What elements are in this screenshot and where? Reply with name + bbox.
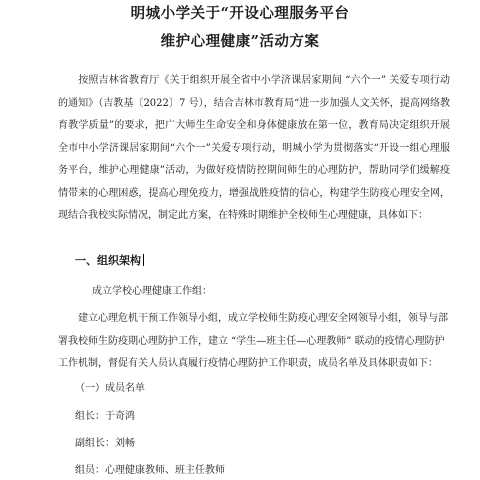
text-cursor [143,254,144,266]
leader-line: 组长：于奇鸿 [75,411,135,422]
document-title-line-2: 维护心理健康”活动方案 [160,33,320,50]
section-heading-organization[interactable] [75,254,144,268]
document-title-line-1: 明城小学关于“开设心理服务平台 [130,5,350,22]
deputy-leader-line: 副组长：刘畅 [75,438,135,449]
section-intro: 成立学校心理健康工作组： [92,286,212,297]
members-line: 组员：心理健康教师、班主任教师 [75,465,225,476]
members-heading: （一）成员名单 [75,383,145,394]
intro-paragraph: 按照吉林省教育厅《关于组织开展全省中小学济课居家期间 “六个一” 关爱专项行动的通知》（吉教基〔2022〕7 号），结合吉林市教育局“进一步加强人文关怀，提高网络教育教学质量”的要求，把广大师生生命安全和身体健康放在第一位，教育局决定组织开展全市中小学济课居家期间“六个一”关爱专项行动，明城小学为贯彻落实“开设一组心理服务平台，维护心理健康”活动，为做好疫情防控期间师生的心理防护，帮助同学们缓解疫情带来的心理困惑，提高心理免疫力，增强战胜疫情的信心，构建学生防疫心理安全网，现结合我校实际情况，制定此方案，在特殊时期维护全校师生心理健康，具体如下： [58,75,450,221]
section-paragraph: 建立心理危机干预工作领导小组，成立学校师生防疫心理安全网领导小组，领导与部署我校师生防疫期心理防护工作，建立 “学生—班主任—心理教师” 联动的疫情心理防护工作机制，督促有关人员认真履行疫情心理防护工作职责，成员名单及具体职责如下： [58,313,448,369]
section-heading-text: 一、组织架构 [75,254,141,267]
